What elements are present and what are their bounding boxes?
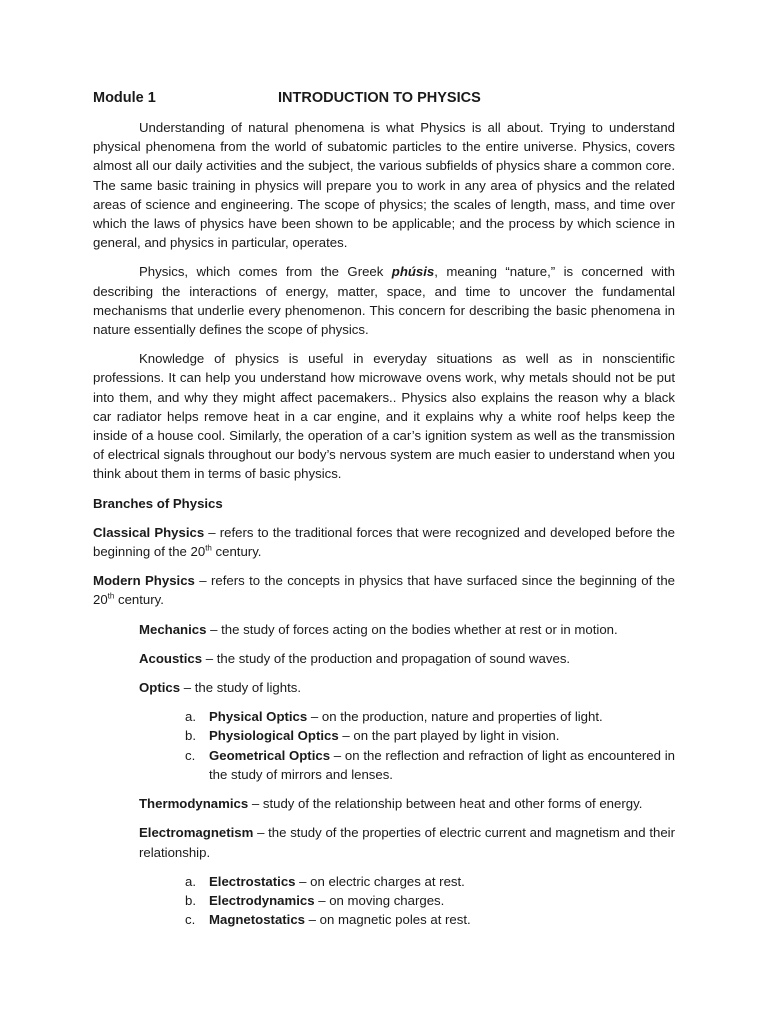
modern-physics-definition [93, 571, 675, 609]
list-item [185, 872, 675, 891]
list-text: – on the part played by light in vision. [338, 728, 560, 744]
list-term: Physiological Optics [209, 728, 339, 744]
module-heading [93, 90, 675, 106]
electromagnetism-term: Electromagnetism [139, 825, 254, 841]
intro-paragraph-2 [93, 262, 675, 339]
list-item [185, 891, 675, 910]
list-item [185, 707, 675, 726]
mechanics-definition [139, 620, 675, 639]
greek-term: phúsis [391, 264, 435, 280]
modern-term: Modern Physics [93, 573, 195, 589]
list-marker: b. [185, 892, 196, 908]
electromagnetism-list [93, 872, 675, 930]
acoustics-text: – the study of the production and propagation of sound waves. [202, 650, 571, 666]
list-term: Geometrical Optics [209, 747, 331, 763]
module-label: Module 1 [93, 90, 156, 106]
classical-text-a: – refers to the traditional forces that were recognized and developed before the beginning of the 20 [93, 524, 675, 560]
electromagnetism-text: – the study of the properties of electric current and magnetism and their relationship. [139, 825, 675, 860]
mechanics-term: Mechanics [139, 621, 207, 637]
list-item [185, 910, 675, 929]
intro-paragraph-2-text-b: , meaning “nature,” is concerned with describing the interactions of energy, matter, space, and time to uncover the fundamental mechanisms that underlie every phenomenon. This concern for describing the basic phenomena in nature essentially defines the scope of physics. [93, 264, 675, 338]
list-marker: a. [185, 709, 196, 725]
thermodynamics-text: – study of the relationship between heat and other forms of energy. [248, 796, 643, 812]
list-marker: b. [185, 728, 196, 744]
list-text: – on magnetic poles at rest. [305, 912, 471, 928]
classical-sup: th [205, 543, 212, 553]
list-item [185, 746, 675, 784]
list-marker: c. [185, 747, 196, 763]
modern-text-b: century. [114, 592, 164, 608]
intro-paragraph-1: Understanding of natural phenomena is what Physics is all about. Trying to understand physical phenomena from the world of subatomic particles to the entire universe. Physics, covers almost all our daily activities and the subject, the various subfields of physics share a common core. The same basic training in physics will prepare you to work in any area of physics and the related areas of science and engineering. The scope of physics; the scales of length, mass, and time over which the laws of physics have been shown to be applicable; and the process by which science in general, and physics in particular, operates. [93, 120, 675, 251]
page-title: INTRODUCTION TO PHYSICS [278, 90, 481, 106]
list-item [185, 726, 675, 745]
modern-sup: th [107, 592, 115, 602]
optics-definition [139, 678, 675, 697]
electromagnetism-definition [139, 823, 675, 861]
list-term: Electrodynamics [209, 892, 315, 908]
classical-text-b: century. [211, 544, 262, 560]
list-term: Electrostatics [209, 873, 296, 889]
list-term: Magnetostatics [209, 912, 305, 928]
thermodynamics-definition [139, 794, 675, 813]
classical-term: Classical Physics [93, 524, 205, 540]
mechanics-text: – the study of forces acting on the bodies whether at rest or in motion. [206, 621, 618, 637]
intro-paragraph-3: Knowledge of physics is useful in everyday situations as well as in nonscientific professions. It can help you understand how microwave ovens work, why metals should not be put into them, and why they might affect pacemakers.. Physics also explains the reason why a black car radiator helps remove heat in a car engine, and it explains why a white roof helps keep the inside of a house cool. Similarly, the operation of a car’s ignition system as well as the transmission of electrical signals throughout our body’s nervous system are much easier to understand when you think about them in terms of basic physics. [93, 351, 675, 482]
thermodynamics-term: Thermodynamics [139, 796, 249, 812]
acoustics-term: Acoustics [139, 650, 203, 666]
intro-paragraph-2-text-a: Physics, which comes from the Greek [139, 264, 392, 280]
optics-text: – the study of lights. [180, 680, 302, 696]
list-text: – on electric charges at rest. [295, 873, 465, 889]
optics-list [93, 707, 675, 784]
list-text: – on the production, nature and properties of light. [307, 709, 603, 725]
classical-physics-definition [93, 523, 675, 561]
list-term: Physical Optics [209, 709, 308, 725]
acoustics-definition [139, 649, 675, 668]
branches-heading: Branches of Physics [93, 495, 223, 511]
modern-text-a: – refers to the concepts in physics that have surfaced since the beginning of the 20 [93, 573, 675, 608]
list-text: – on the reflection and refraction of light as encountered in the study of mirrors and lenses. [209, 747, 675, 782]
list-marker: c. [185, 912, 196, 928]
section-heading [93, 494, 675, 513]
list-text: – on moving charges. [314, 892, 445, 908]
list-marker: a. [185, 873, 196, 889]
optics-term: Optics [139, 680, 181, 696]
